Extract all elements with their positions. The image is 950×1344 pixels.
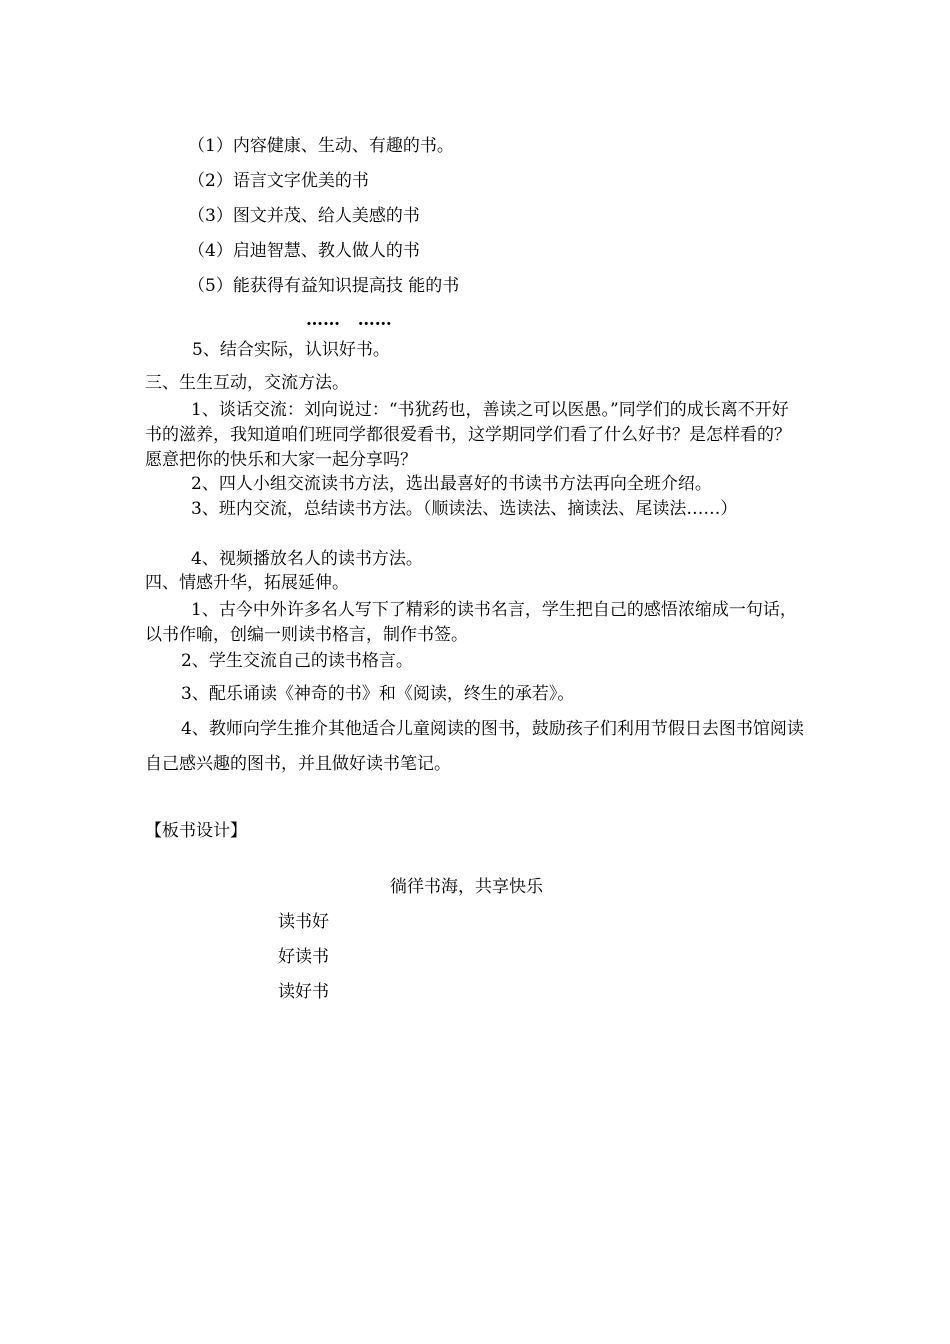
step-5: 5、结合实际，认识好书。 [192,340,390,360]
ellipsis-line: …… …… [306,310,392,330]
criteria-item-1: （1）内容健康、生动、有趣的书。 [188,136,454,156]
criteria-item-2: （2）语言文字优美的书 [188,171,369,191]
criteria-item-5: （5）能获得有益知识提高技 能的书 [188,276,460,296]
board-title: 徜徉书海，共享快乐 [390,877,543,897]
section-4-item-2: 2、学生交流自己的读书格言。 [181,651,413,671]
board-line-2: 好读书 [278,947,329,967]
criteria-item-4: （4）启迪智慧、教人做人的书 [188,241,420,261]
board-design-heading: 【板书设计】 [145,821,247,841]
section-3-heading: 三、生生互动，交流方法。 [145,373,349,393]
section-3-item-2: 2、四人小组交流读书方法，选出最喜好的书读书方法再向全班介绍。 [191,474,712,494]
board-line-3: 读好书 [278,982,329,1002]
section-4-item-1: 1、古今中外许多名人写下了精彩的读书名言，学生把自己的感悟浓缩成一句话，以书作喻，创编一则读书格言，制作书签。 [145,600,797,645]
section-4-item-3: 3、配乐诵读《神奇的书》和《阅读，终生的承若》。 [181,684,575,704]
section-4-item-4: 4、教师向学生推介其他适合儿童阅读的图书，鼓励孩子们利用节假日去图书馆阅读自己感兴趣的图书，并且做好读书笔记。 [145,719,804,774]
section-4-heading: 四、情感升华，拓展延伸。 [145,573,349,593]
section-3-item-4: 4、视频播放名人的读书方法。 [191,549,423,569]
section-3-item-3: 3、班内交流，总结读书方法。（顺读法、选读法、摘读法、尾读法……） [191,499,738,519]
section-3-item-1: 1、谈话交流：刘向说过：“书犹药也，善读之可以医愚。”同学们的成长离不开好书的滋养，我知道咱们班同学都很爱看书，这学期同学们看了什么好书？是怎样看的？愿意把你的快乐和大家一起分享吗？ [145,400,791,470]
board-line-1: 读书好 [278,912,329,932]
criteria-item-3: （3）图文并茂、给人美感的书 [188,206,420,226]
